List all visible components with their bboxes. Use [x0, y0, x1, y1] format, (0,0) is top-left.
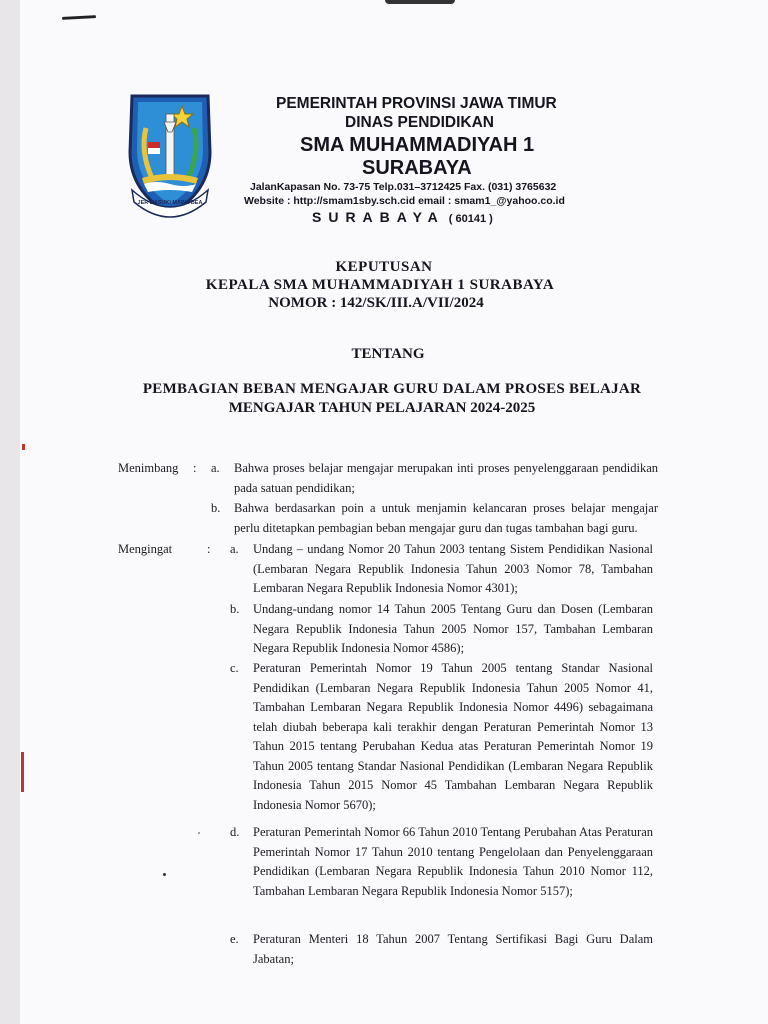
- decree-heading: KEPUTUSAN: [335, 259, 433, 275]
- left-edge-mark: [21, 752, 24, 792]
- item-letter: b.: [211, 501, 221, 515]
- scan-speck: [163, 873, 166, 876]
- scan-artifact: [385, 0, 455, 4]
- item-letter: a.: [211, 461, 220, 475]
- menimbang-item: [211, 499, 658, 538]
- left-edge-mark: [22, 444, 25, 450]
- letterhead-website-email: Website : http://smam1sby.sch.cid email : smam1_@yahoo.co.id: [244, 195, 565, 207]
- item-letter: e.: [230, 932, 239, 946]
- item-letter: d.: [230, 825, 240, 839]
- item-letter: c.: [230, 661, 239, 675]
- letterhead-city-spaced: SURABAYA: [312, 209, 445, 225]
- item-text: Undang – undang Nomor 20 Tahun 2003 tentang Sistem Pendidikan Nasional (Lembaran Negara Republik Indonesia Tahun 2003 Nomor 78, Tambahan Lembaran Negara Republik Indonesia Nomor 4301);: [253, 542, 653, 595]
- item-text: Peraturan Pemerintah Nomor 19 Tahun 2005 tentang Standar Nasional Pendidikan (Lembaran Negara Republik Indonesia Tahun 2005 Nomor 41, Tambahan Lembaran Negara Republik Indonesia Nomor 4496) sebagaimana telah diubah beberapa kali terakhir dengan Peraturan Pemerintah Nomor 13 Tahun 2015 tentang Perubahan Kedua atas Peraturan Pemerintah Nomor 19 Tahun 2005 tentang Standar Nasional Pendidikan (Lembaran Negara Republik Indonesia Tahun 2015 Nomor 45 Tambahan Lembaran Negara Republik Indonesia Nomor 5670);: [253, 661, 653, 812]
- decree-subject-line1: PEMBAGIAN BEBAN MENGAJAR GURU DALAM PROSES BELAJAR: [142, 381, 642, 397]
- mengingat-item: [230, 659, 653, 815]
- menimbang-colon: :: [193, 461, 197, 475]
- item-text: Undang-undang nomor 14 Tahun 2005 Tentang Guru dan Dosen (Lembaran Negara Republik Indonesia Tahun 2005 Nomor 157, Tambahan Lembaran Negara Republik Indonesia Nomor 4586);: [253, 602, 653, 655]
- letterhead-government: PEMERINTAH PROVINSI JAWA TIMUR: [276, 95, 557, 112]
- item-text: Bahwa berdasarkan poin a untuk menjamin kelancaran proses belajar mengajar perlu ditetapkan pembagian beban mengajar guru dan tugas tambahan bagi guru.: [234, 501, 658, 535]
- mengingat-item: [230, 600, 653, 659]
- decree-issuer: KEPALA SMA MUHAMMADIYAH 1 SURABAYA: [205, 277, 555, 293]
- mengingat-item: [230, 930, 653, 969]
- mengingat-label: Mengingat: [118, 542, 173, 556]
- decree-about: TENTANG: [351, 346, 425, 362]
- mengingat-item: [230, 540, 653, 599]
- scan-speck: [198, 832, 200, 834]
- letterhead-department: DINAS PENDIDIKAN: [345, 114, 494, 131]
- item-text: Peraturan Menteri 18 Tahun 2007 Tentang Sertifikasi Bagi Guru Dalam Jabatan;: [253, 932, 653, 966]
- decree-subject-line2: MENGAJAR TAHUN PELAJARAN 2024-2025: [228, 400, 536, 416]
- decree-number: NOMOR : 142/SK/III.A/VII/2024: [268, 295, 484, 311]
- letterhead-address: JalanKapasan No. 73-75 Telp.031–3712425 Fax. (031) 3765632: [250, 181, 557, 193]
- item-text: Bahwa proses belajar mengajar merupakan inti proses penyelenggaraan pendidikan pada satuan pendidikan;: [234, 461, 658, 495]
- menimbang-item: [211, 459, 658, 498]
- menimbang-label: Menimbang: [118, 461, 179, 475]
- letterhead-city: SURABAYA: [362, 157, 472, 179]
- mengingat-item: [230, 823, 653, 901]
- letterhead-city-postal: [312, 209, 493, 225]
- letterhead-school-name: SMA MUHAMMADIYAH 1: [300, 134, 535, 156]
- logo-motto: JER BASUKI MAWA BEA: [137, 200, 203, 206]
- mengingat-colon: :: [207, 542, 211, 556]
- item-letter: b.: [230, 602, 240, 616]
- item-letter: a.: [230, 542, 239, 556]
- letterhead-postal-code: ( 60141 ): [448, 213, 493, 225]
- item-text: Peraturan Pemerintah Nomor 66 Tahun 2010 Tentang Perubahan Atas Peraturan Pemerintah Nomor 17 Tahun 2010 tentang Pengelolaan dan Penyelenggaraan Pendidikan (Lembaran Negara Republik Indonesia Tahun 2010 Nomor 112, Tambahan Lembaran Negara Republik Indonesia Nomor 5157);: [253, 825, 653, 898]
- east-java-emblem-logo: [126, 92, 214, 222]
